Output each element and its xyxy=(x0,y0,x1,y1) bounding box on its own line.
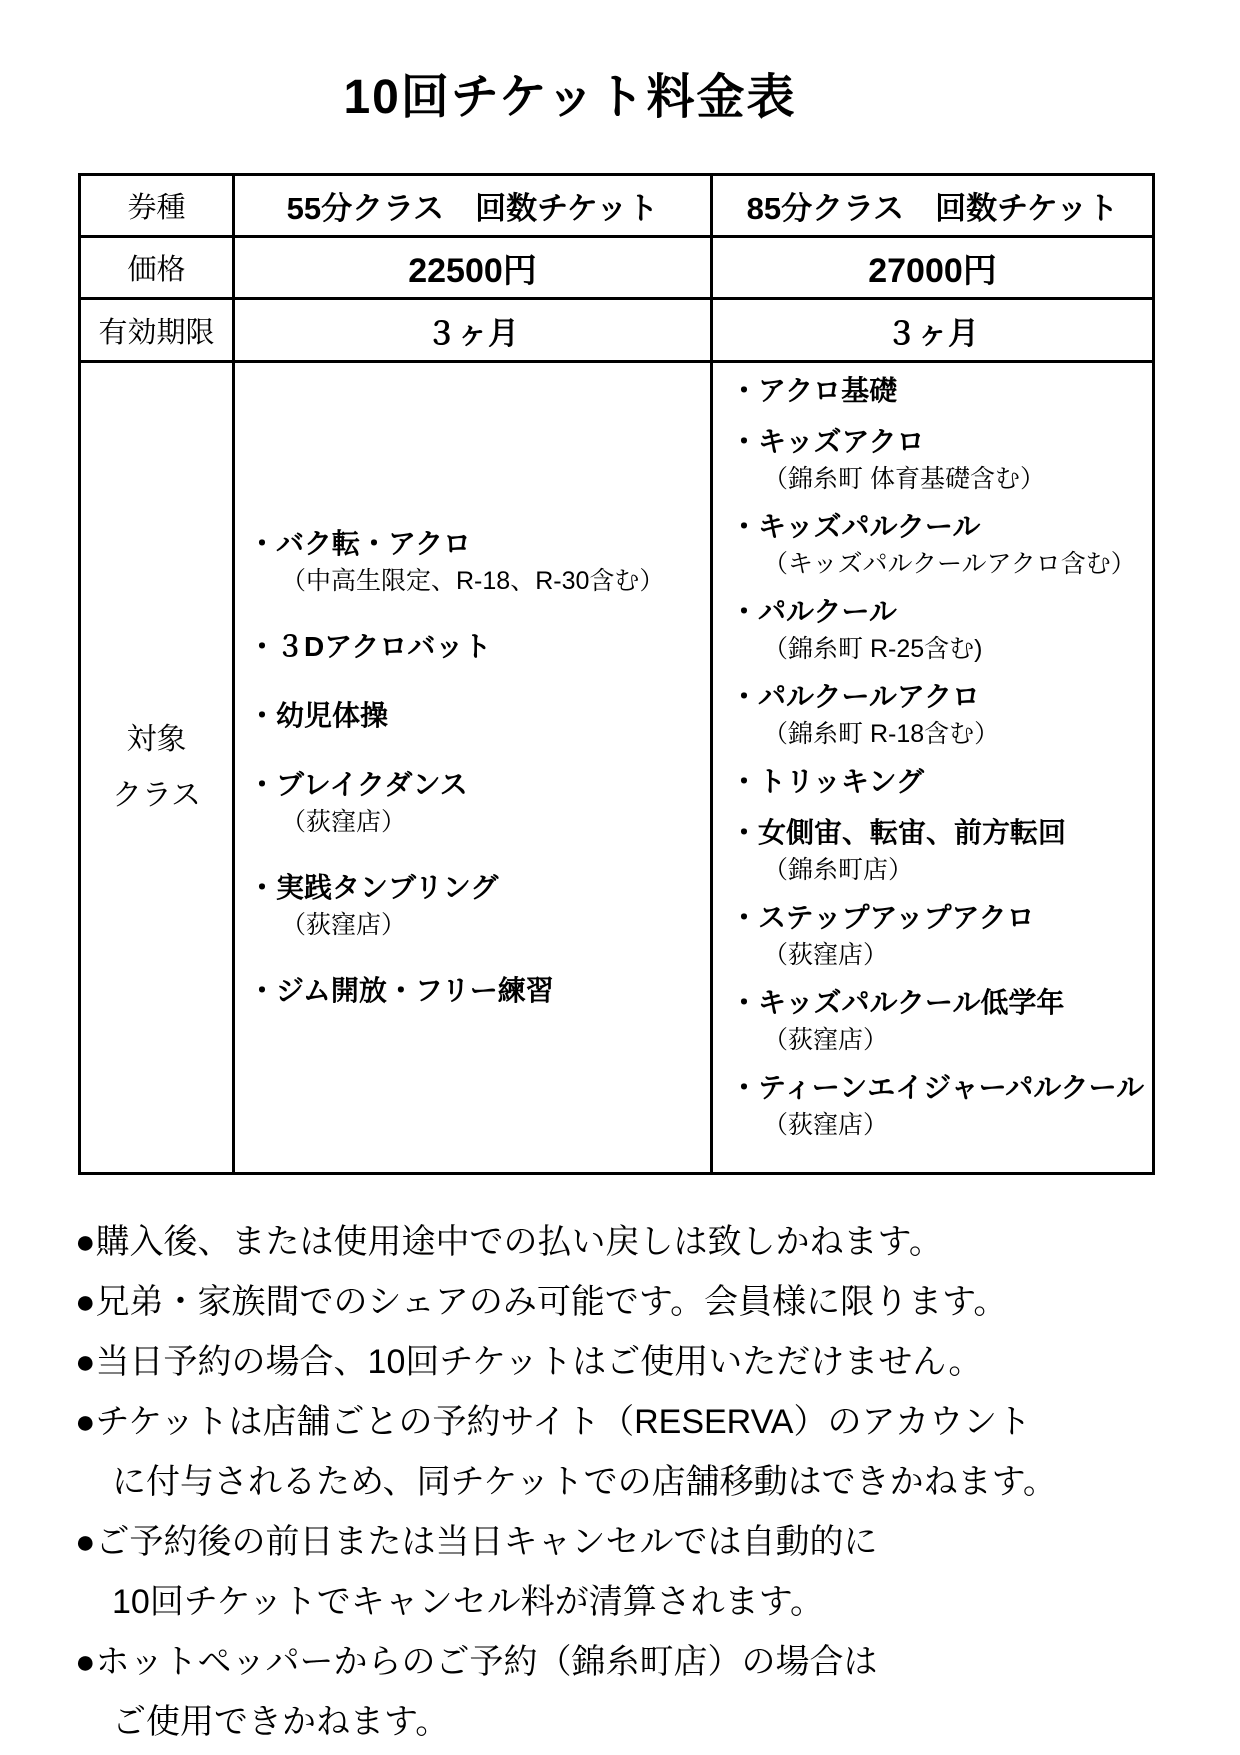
class-item xyxy=(248,765,704,839)
class-note: （キッズパルクールアクロ含む） xyxy=(763,550,1136,578)
class-name: ・幼児体操 xyxy=(248,699,389,731)
class-name: ・実践タンブリング xyxy=(248,871,499,903)
class-item xyxy=(730,422,1146,496)
class-note: （錦糸町 体育基礎含む） xyxy=(763,465,1045,493)
footnote-continuation: に付与されるため、同チケットでの店舗移動はできかねます。 xyxy=(112,1463,1057,1501)
column-header-85min: 85分クラス 回数チケット xyxy=(713,176,1152,238)
class-item xyxy=(730,983,1146,1057)
price-85min: 27000円 xyxy=(713,238,1152,300)
class-item xyxy=(730,1068,1146,1142)
class-item xyxy=(730,592,1146,666)
class-note: （荻窪店） xyxy=(281,807,407,836)
footnote-line: ●ホットペッパーからのご予約（錦糸町店）の場合は xyxy=(75,1643,878,1681)
class-name: ・３Dアクロバット xyxy=(248,630,492,662)
class-note: （錦糸町店） xyxy=(763,856,914,884)
row-label-price: 価格 xyxy=(81,238,235,300)
class-name: ・パルクール xyxy=(730,596,897,627)
class-name: ・バク転・アクロ xyxy=(248,527,472,559)
footnote-line: ●購入後、または使用途中での払い戻しは致しかねます。 xyxy=(75,1223,943,1261)
class-note: （錦糸町 R-25含む) xyxy=(763,635,983,663)
class-item xyxy=(730,371,1146,411)
class-name: ・女側宙、転宙、前方転回 xyxy=(730,817,1067,848)
class-note: （荻窪店） xyxy=(281,910,407,939)
pricing-table xyxy=(78,173,1155,1175)
price-55min: 22500円 xyxy=(235,238,713,300)
target-label-line2: クラス xyxy=(111,778,202,812)
footnote-continuation: 10回チケットでキャンセル料が清算されます。 xyxy=(112,1583,825,1621)
class-note: （中高生限定、R-18、R-30含む） xyxy=(281,566,665,595)
footnote-continuation: ご使用できかねます。 xyxy=(112,1703,450,1741)
class-note: （荻窪店） xyxy=(763,1111,889,1139)
class-list-85min xyxy=(713,363,1152,1172)
class-name: ・ステップアップアクロ xyxy=(730,902,1035,933)
validity-85min: ３ヶ月 xyxy=(713,300,1152,363)
class-item xyxy=(730,813,1146,887)
validity-55min: ３ヶ月 xyxy=(235,300,713,363)
target-label-line1: 対象 xyxy=(126,722,187,756)
class-name: ・アクロ基礎 xyxy=(730,375,898,406)
class-note: （荻窪店） xyxy=(763,1026,889,1054)
footnotes xyxy=(75,1212,1215,1752)
footnote-line: ●ご予約後の前日または当日キャンセルでは自動的に xyxy=(75,1523,878,1561)
class-item xyxy=(730,898,1146,972)
class-name: ・キッズパルクール低学年 xyxy=(730,987,1065,1018)
class-item xyxy=(730,507,1146,581)
class-list-55min xyxy=(235,363,713,1172)
class-note: （荻窪店） xyxy=(763,941,889,969)
class-item xyxy=(248,868,704,942)
row-label-validity: 有効期限 xyxy=(81,300,235,363)
class-note: （錦糸町 R-18含む） xyxy=(763,720,1000,748)
class-name: ・ブレイクダンス xyxy=(248,768,468,800)
footnote-line: ●当日予約の場合、10回チケットはご使用いただけません。 xyxy=(75,1343,983,1381)
class-item xyxy=(248,696,704,736)
class-item xyxy=(248,524,704,598)
class-name: ・キッズパルクール xyxy=(730,511,981,542)
class-item xyxy=(248,971,704,1011)
footnote-line: ●兄弟・家族間でのシェアのみ可能です。会員様に限ります。 xyxy=(75,1283,1008,1321)
class-item xyxy=(730,677,1146,751)
class-name: ・ジム開放・フリー練習 xyxy=(248,974,554,1006)
column-header-55min: 55分クラス 回数チケット xyxy=(235,176,713,238)
footnote-line: ●チケットは店舗ごとの予約サイト（RESERVA）のアカウント xyxy=(75,1403,1032,1441)
class-name: ・トリッキング xyxy=(730,766,925,797)
class-name: ・キッズアクロ xyxy=(730,426,925,457)
class-name: ・ティーンエイジャーパルクール xyxy=(730,1072,1145,1103)
class-name: ・パルクールアクロ xyxy=(730,681,981,712)
class-item xyxy=(730,762,1146,802)
row-label-ticket-type: 券種 xyxy=(81,176,235,238)
row-label-target-classes xyxy=(81,363,235,1172)
page-title: 10回チケット料金表 xyxy=(343,71,797,124)
class-item xyxy=(248,627,704,667)
